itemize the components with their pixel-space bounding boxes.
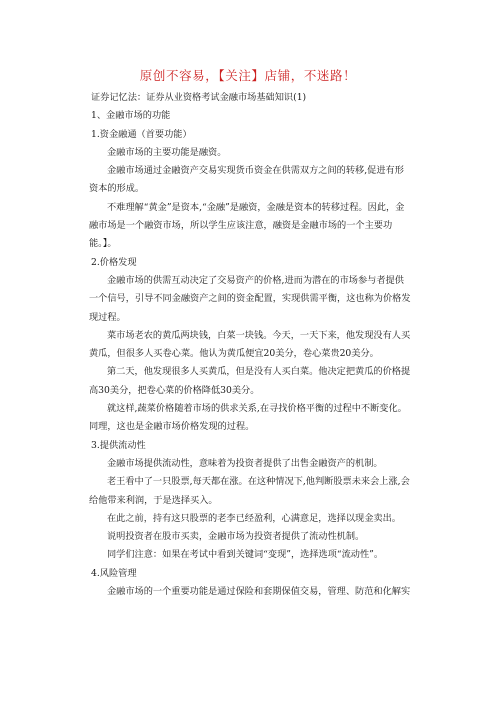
- body-paragraph: 金融市场通过金融资产交易实现货币资金在供需双方之间的转移,促进有形资本的形成。: [89, 165, 404, 195]
- body-paragraph: 第二天，他发现很多人买黄瓜，但是没有人买白菜。他决定把黄瓜的价格提高30美分，把卷心菜的价格降低30美分。: [89, 366, 411, 396]
- section-heading: 1、金融市场的功能: [91, 110, 171, 122]
- body-paragraph: 同学们注意：如果在考试中看到关键词“变现”，选择选项“流动性”。: [107, 549, 384, 561]
- section-heading: 1.资金融通（首要功能）: [91, 128, 192, 140]
- body-paragraph: 菜市场老农的黄瓜两块钱，白菜一块钱。今天，一天下来，他发现没有人买黄瓜，但很多人买卷心菜。他认为黄瓜便宜20美分，卷心菜贵20美分。: [89, 329, 411, 360]
- body-paragraph: 金融市场的供需互动决定了交易资产的价格,进而为潜在的市场参与者提供一个信号，引导不同金融资产之间的资金配置，实现供需平衡，这也称为价格发现过程。: [89, 274, 411, 323]
- section-heading: 3.提供流动性: [91, 439, 146, 451]
- body-paragraph: 金融市场提供流动性，意味着为投资者提供了出售金融资产的机制。: [107, 457, 383, 469]
- section-heading: 4.风险管理: [91, 567, 137, 579]
- body-paragraph: 金融市场的主要功能是融资。: [107, 146, 227, 158]
- body-paragraph: 在此之前，持有这只股票的老李已经盈利，心满意足，选择以现金卖出。: [107, 512, 401, 524]
- body-paragraph: 不难理解“黄金”是资本,“金融”是融资，金融是资本的转移过程。因此，金融市场是一个融资市场，所以学生应该注意，融资是金融市场的一个主要功能。】。: [89, 201, 405, 250]
- body-paragraph: 老王看中了一只股票,每天都在涨。在这种情况下,他判断股票未来会上涨,会给他带来利润，于是选择买入。: [89, 476, 410, 506]
- section-heading: 证券记忆法：证券从业资格考试金融市场基础知识(1): [91, 92, 307, 103]
- document-body: [89, 89, 411, 601]
- body-paragraph: 说明投资者在股市买卖，金融市场为投资者提供了流动性机制。: [107, 531, 365, 543]
- section-heading: 2.价格发现: [91, 256, 137, 268]
- body-paragraph: 金融市场的一个重要功能是通过保险和套期保值交易，管理、防范和化解实: [107, 586, 411, 598]
- body-paragraph: 就这样,蔬菜价格随着市场的供求关系,在寻找价格平衡的过程中不断变化。同理，这也是金融市场价格发现的过程。: [89, 403, 407, 433]
- promo-banner: 原创不容易，【关注】店铺，不迷路！: [139, 68, 357, 83]
